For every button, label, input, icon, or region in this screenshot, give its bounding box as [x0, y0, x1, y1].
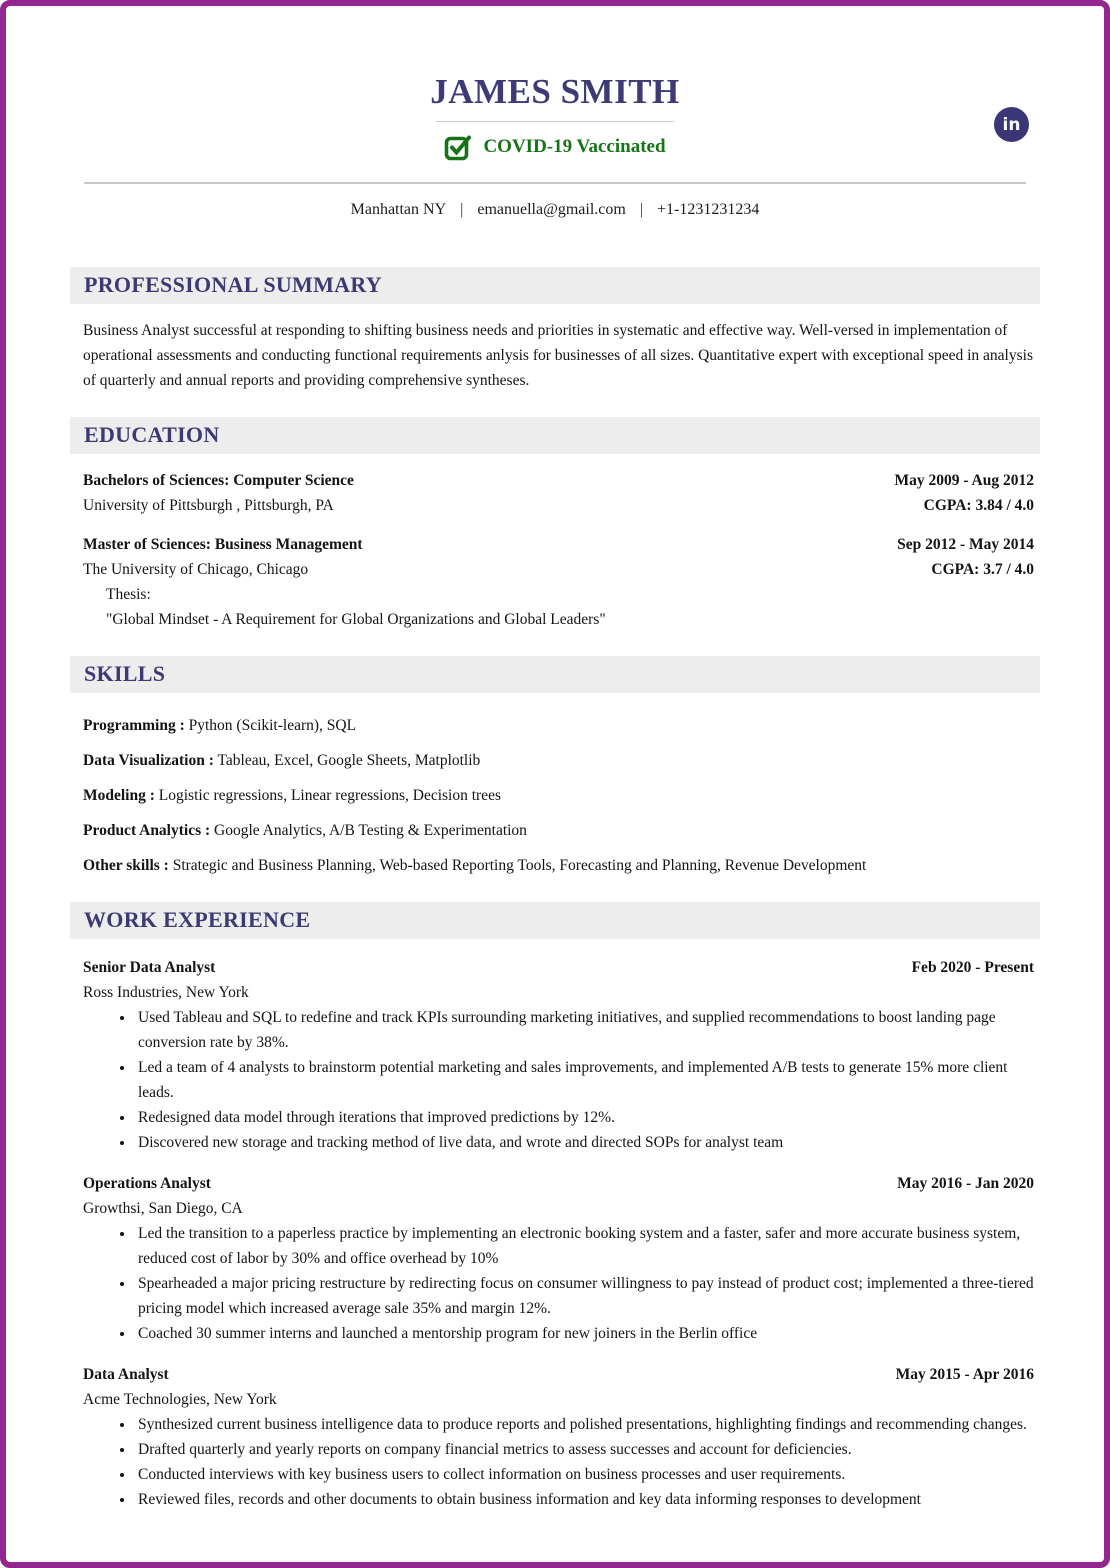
thesis-title: "Global Mindset - A Requirement for Global Organizations and Global Leaders": [106, 611, 606, 628]
section-title: SKILLS: [84, 661, 166, 686]
job-dates: May 2016 - Jan 2020: [897, 1175, 1034, 1192]
candidate-name: JAMES SMITH: [430, 72, 680, 111]
job-company: Growthsi, San Diego, CA: [83, 1200, 243, 1217]
education-degree-row: [83, 468, 1034, 493]
section-title: EDUCATION: [84, 422, 220, 447]
skills-body: [70, 713, 1040, 878]
job-title-row: [83, 955, 1034, 980]
covid-vaccinated-badge: [6, 133, 1104, 161]
skill-item: [83, 748, 1034, 773]
degree-title: Master of Sciences: Business Management: [83, 536, 363, 553]
contact-separator: |: [639, 201, 644, 218]
resume-header: [6, 72, 1104, 219]
resume-body: [70, 267, 1040, 1512]
job-title: Senior Data Analyst: [83, 959, 216, 976]
job-bullet: • Discovered new storage and tracking method of live data, and wrote and directed SOPs for analyst team: [135, 1130, 1034, 1155]
linkedin-icon-text: in: [1002, 114, 1021, 135]
linkedin-icon[interactable]: [994, 107, 1029, 142]
name-divider: [436, 121, 674, 122]
skill-value: Logistic regressions, Linear regressions, Decision trees: [158, 787, 501, 804]
contact-email: emanuella@gmail.com: [477, 201, 626, 218]
job-dates: Feb 2020 - Present: [911, 959, 1034, 976]
job-bullet: • Used Tableau and SQL to redefine and track KPIs surrounding marketing initiatives, and supplied recommendations to boost landing page conversion rate by 38%.: [135, 1005, 1034, 1055]
job-bullet-list: [83, 1005, 1034, 1155]
skill-label: Programming :: [83, 717, 185, 734]
contact-line: [6, 201, 1104, 219]
section-header-bar: [70, 417, 1040, 454]
skill-item: [83, 818, 1034, 843]
job-title-row: [83, 1171, 1034, 1196]
degree-dates: Sep 2012 - May 2014: [897, 536, 1034, 553]
job-bullet: • Drafted quarterly and yearly reports on company financial metrics to assess successes and account for deficiencies.: [135, 1437, 1034, 1462]
job-bullet: • Coached 30 summer interns and launched a mentorship program for new joiners in the Berlin office: [135, 1321, 1034, 1346]
contact-phone: +1-1231231234: [657, 201, 760, 218]
skill-item: [83, 853, 1034, 878]
contact-location: Manhattan NY: [350, 201, 447, 218]
section-education: [70, 417, 1040, 632]
job-bullet: • Spearheaded a major pricing restructure by redirecting focus on consumer willingness to pay instead of product cost; implemented a three-tiered pricing model which increased average sale 35% and margin 12%.: [135, 1271, 1034, 1321]
job-bullet-list: [83, 1412, 1034, 1512]
covid-vaccinated-label: COVID-19 Vaccinated: [483, 136, 666, 157]
job-dates: May 2015 - Apr 2016: [895, 1366, 1034, 1383]
job-title-row: [83, 1362, 1034, 1387]
checkbox-check-icon: [444, 133, 472, 161]
skill-value: Python (Scikit-learn), SQL: [188, 717, 357, 734]
job-company: Ross Industries, New York: [83, 984, 249, 1001]
skill-value: Google Analytics, A/B Testing & Experimentation: [214, 822, 527, 839]
job-bullet: • Led the transition to a paperless practice by implementing an electronic booking system and a faster, safer and more accurate business system, reduced cost of labor by 30% and office overhead by 10%: [135, 1221, 1034, 1271]
skill-value: Strategic and Business Planning, Web-based Reporting Tools, Forecasting and Planning, Revenue Development: [172, 857, 867, 874]
section-work-experience: [70, 902, 1040, 1512]
job-company: Acme Technologies, New York: [83, 1391, 277, 1408]
summary-body: [70, 318, 1040, 393]
job-bullet: • Led a team of 4 analysts to brainstorm potential marketing and sales improvements, and implemented A/B tests to generate 15% more client leads.: [135, 1055, 1034, 1105]
skill-value: Tableau, Excel, Google Sheets, Matplotlib: [217, 752, 481, 769]
section-header-bar: [70, 902, 1040, 939]
education-school-row: [83, 493, 1034, 518]
section-header-bar: [70, 656, 1040, 693]
job-bullet: • Synthesized current business intelligence data to produce reports and polished presentations, highlighting findings and recommending changes.: [135, 1412, 1034, 1437]
job-title: Data Analyst: [83, 1366, 169, 1383]
skill-label: Other skills :: [83, 857, 169, 874]
section-title: PROFESSIONAL SUMMARY: [84, 272, 382, 297]
cgpa: CGPA: 3.7 / 4.0: [931, 561, 1034, 578]
skill-label: Modeling :: [83, 787, 155, 804]
education-school-row: [83, 557, 1034, 582]
education-entry: [83, 532, 1034, 632]
header-divider: [84, 182, 1026, 184]
skill-label: Data Visualization :: [83, 752, 214, 769]
thesis-label: Thesis:: [106, 586, 151, 603]
degree-dates: May 2009 - Aug 2012: [894, 472, 1034, 489]
job-bullet-list: [83, 1221, 1034, 1346]
job-bullet: • Conducted interviews with key business users to collect information on business processes and user requirements.: [135, 1462, 1034, 1487]
skill-label: Product Analytics :: [83, 822, 211, 839]
cgpa: CGPA: 3.84 / 4.0: [923, 497, 1034, 514]
job-title: Operations Analyst: [83, 1175, 211, 1192]
work-body: [70, 955, 1040, 1512]
section-skills: [70, 656, 1040, 878]
job-bullet: • Reviewed files, records and other documents to obtain business information and key data informing responses to development: [135, 1487, 1034, 1512]
job-entry: [83, 955, 1034, 1155]
degree-title: Bachelors of Sciences: Computer Science: [83, 472, 354, 489]
summary-text: Business Analyst successful at responding to shifting business needs and priorities in systematic and effective way. Well-versed in implementation of operational assessments and conducting functional requirements anlysis for businesses of all sizes. Quantitative expert with exceptional speed in analysis of quarterly and annual reports and providing comprehensive syntheses.: [83, 322, 1033, 389]
school-name: University of Pittsburgh , Pittsburgh, PA: [83, 497, 334, 514]
skill-item: [83, 713, 1034, 738]
section-professional-summary: [70, 267, 1040, 393]
job-entry: [83, 1171, 1034, 1346]
section-title: WORK EXPERIENCE: [84, 907, 311, 932]
school-name: The University of Chicago, Chicago: [83, 561, 309, 578]
job-entry: [83, 1362, 1034, 1512]
contact-separator: |: [460, 201, 464, 218]
job-bullet: • Redesigned data model through iterations that improved predictions by 12%.: [135, 1105, 1034, 1130]
education-body: [70, 468, 1040, 632]
education-degree-row: [83, 532, 1034, 557]
section-header-bar: [70, 267, 1040, 304]
education-entry: [83, 468, 1034, 518]
skill-item: [83, 783, 1034, 808]
